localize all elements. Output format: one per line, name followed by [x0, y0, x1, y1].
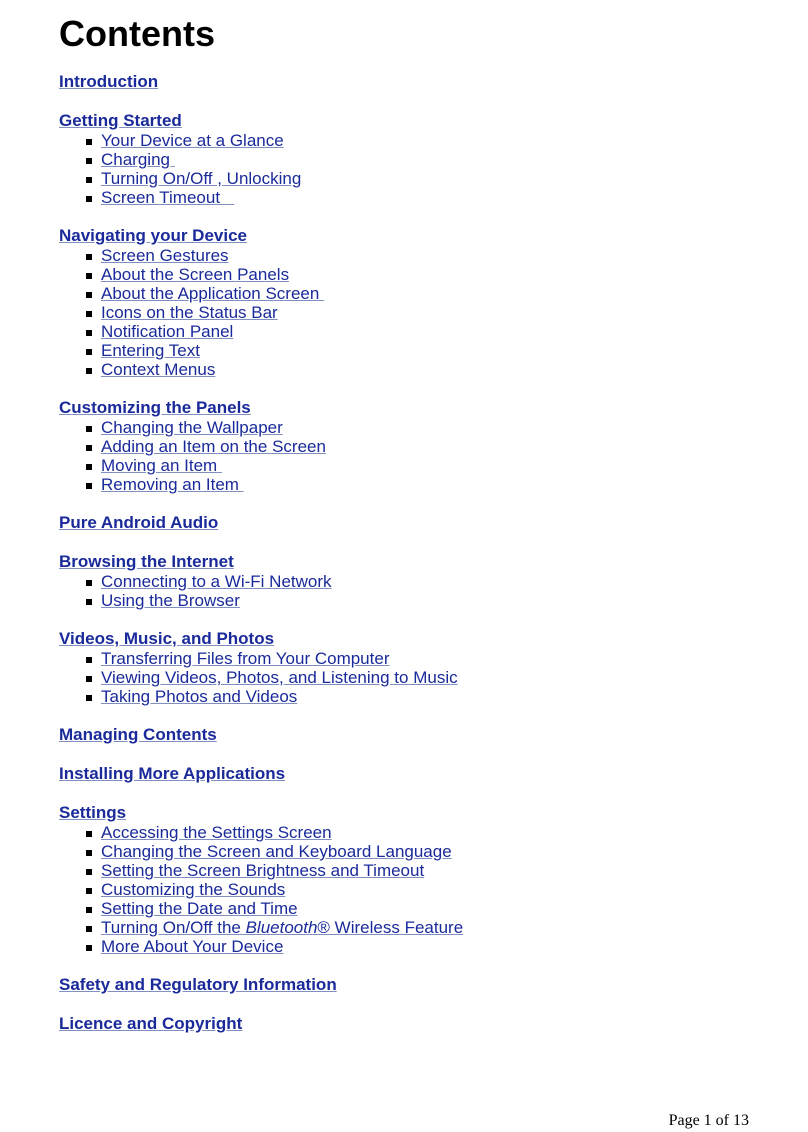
toc-subsection-item	[59, 918, 759, 937]
toc-subsection-item	[59, 188, 759, 207]
toc-subsection-link[interactable]: Connecting to a Wi-Fi Network	[101, 572, 332, 591]
toc-subsection-item	[59, 437, 759, 456]
toc-subsection-item	[59, 880, 759, 899]
square-bullet-icon	[86, 311, 92, 317]
toc-subsection-link[interactable]	[101, 918, 463, 937]
toc-section	[59, 226, 759, 379]
toc-subsection-item	[59, 131, 759, 150]
toc-subsection-item	[59, 303, 759, 322]
toc-section	[59, 629, 759, 706]
toc-subsection-link[interactable]: Taking Photos and Videos	[101, 687, 298, 706]
toc-subsection-link[interactable]: Changing the Wallpaper	[101, 418, 283, 437]
toc-subsection-link[interactable]: Customizing the Sounds	[101, 880, 286, 899]
toc-section	[59, 72, 759, 92]
toc-section-link[interactable]: Managing Contents	[59, 725, 217, 744]
toc-subsection-link[interactable]: Using the Browser	[101, 591, 240, 610]
toc-subsection-link[interactable]: Moving an Item	[101, 456, 222, 475]
toc-subsection-item	[59, 360, 759, 379]
toc-subsection-link[interactable]: Setting the Screen Brightness and Timeout	[101, 861, 425, 880]
toc-section-link[interactable]: Getting Started	[59, 111, 182, 130]
toc-section	[59, 725, 759, 745]
square-bullet-icon	[86, 945, 92, 951]
toc-subsection-link[interactable]: Entering Text	[101, 341, 200, 360]
toc-subsection-list	[59, 131, 759, 207]
page-number: Page 1 of 13	[668, 1112, 749, 1129]
toc-section-link[interactable]: Browsing the Internet	[59, 552, 234, 571]
toc-section	[59, 552, 759, 610]
toc-subsection-link[interactable]: About the Application Screen	[101, 284, 325, 303]
toc-subsection-list	[59, 418, 759, 494]
toc-subsection-link[interactable]: Context Menus	[101, 360, 216, 379]
toc-subsection-link[interactable]: Removing an Item	[101, 475, 244, 494]
toc-subsection-item	[59, 475, 759, 494]
square-bullet-icon	[86, 850, 92, 856]
square-bullet-icon	[86, 676, 92, 682]
square-bullet-icon	[86, 254, 92, 260]
toc-subsection-item	[59, 861, 759, 880]
toc-subsection-item	[59, 899, 759, 918]
link-text-part: ® Wireless Feature	[317, 918, 464, 937]
toc-section	[59, 764, 759, 784]
toc-subsection-link[interactable]: Charging	[101, 150, 175, 169]
toc-subsection-link[interactable]: Icons on the Status Bar	[101, 303, 278, 322]
toc-section-link[interactable]: Navigating your Device	[59, 226, 248, 245]
toc-subsection-item	[59, 284, 759, 303]
toc-subsection-item	[59, 842, 759, 861]
toc-subsection-link[interactable]: Notification Panel	[101, 322, 234, 341]
square-bullet-icon	[86, 907, 92, 913]
square-bullet-icon	[86, 196, 92, 202]
square-bullet-icon	[86, 158, 92, 164]
toc-section	[59, 398, 759, 494]
toc-section-link[interactable]: Customizing the Panels	[59, 398, 251, 417]
toc-subsection-item	[59, 169, 759, 188]
toc-subsection-item	[59, 649, 759, 668]
toc-subsection-link[interactable]: Screen Timeout	[101, 188, 235, 207]
toc-section	[59, 513, 759, 533]
toc-subsection-item	[59, 572, 759, 591]
toc-subsection-link[interactable]: Setting the Date and Time	[101, 899, 298, 918]
square-bullet-icon	[86, 599, 92, 605]
toc-section-link[interactable]: Introduction	[59, 72, 159, 91]
toc-subsection-link[interactable]: Viewing Videos, Photos, and Listening to Music	[101, 668, 458, 687]
toc-subsection-item	[59, 150, 759, 169]
toc-section-link[interactable]: Pure Android Audio	[59, 513, 219, 532]
toc-section-link[interactable]: Settings	[59, 803, 127, 822]
toc-subsection-item	[59, 456, 759, 475]
toc-section-link[interactable]: Installing More Applications	[59, 764, 286, 783]
square-bullet-icon	[86, 292, 92, 298]
toc-subsection-item	[59, 246, 759, 265]
toc-subsection-link[interactable]: Turning On/Off , Unlocking	[101, 169, 302, 188]
toc-section-link[interactable]: Safety and Regulatory Information	[59, 975, 337, 994]
toc-subsection-list	[59, 823, 759, 956]
square-bullet-icon	[86, 831, 92, 837]
toc-subsection-item	[59, 668, 759, 687]
square-bullet-icon	[86, 869, 92, 875]
square-bullet-icon	[86, 580, 92, 586]
square-bullet-icon	[86, 483, 92, 489]
toc-subsection-link[interactable]: Your Device at a Glance	[101, 131, 284, 150]
square-bullet-icon	[86, 695, 92, 701]
square-bullet-icon	[86, 657, 92, 663]
toc-section	[59, 975, 759, 995]
toc-subsection-item	[59, 823, 759, 842]
table-of-contents	[59, 72, 759, 1053]
toc-subsection-item	[59, 591, 759, 610]
toc-subsection-list	[59, 246, 759, 379]
toc-subsection-link[interactable]: More About Your Device	[101, 937, 284, 956]
toc-subsection-item	[59, 937, 759, 956]
toc-subsection-list	[59, 572, 759, 610]
square-bullet-icon	[86, 349, 92, 355]
toc-section	[59, 111, 759, 207]
toc-subsection-link[interactable]: Transferring Files from Your Computer	[101, 649, 390, 668]
link-text-part: Turning On/Off the	[101, 918, 246, 937]
toc-subsection-link[interactable]: Screen Gestures	[101, 246, 229, 265]
toc-section-link[interactable]: Licence and Copyright	[59, 1014, 243, 1033]
toc-subsection-item	[59, 341, 759, 360]
square-bullet-icon	[86, 177, 92, 183]
toc-subsection-link[interactable]: Changing the Screen and Keyboard Language	[101, 842, 452, 861]
toc-subsection-link[interactable]: Accessing the Settings Screen	[101, 823, 332, 842]
square-bullet-icon	[86, 926, 92, 932]
toc-section-link[interactable]: Videos, Music, and Photos	[59, 629, 275, 648]
square-bullet-icon	[86, 445, 92, 451]
page-title: Contents	[59, 13, 215, 54]
toc-section	[59, 803, 759, 956]
square-bullet-icon	[86, 139, 92, 145]
toc-subsection-item	[59, 687, 759, 706]
toc-subsection-item	[59, 265, 759, 284]
square-bullet-icon	[86, 330, 92, 336]
toc-subsection-item	[59, 322, 759, 341]
link-text-italic: Bluetooth	[245, 918, 318, 937]
toc-subsection-list	[59, 649, 759, 706]
square-bullet-icon	[86, 888, 92, 894]
toc-subsection-item	[59, 418, 759, 437]
square-bullet-icon	[86, 464, 92, 470]
square-bullet-icon	[86, 273, 92, 279]
toc-subsection-link[interactable]: Adding an Item on the Screen	[101, 437, 326, 456]
toc-subsection-link[interactable]: About the Screen Panels	[101, 265, 290, 284]
square-bullet-icon	[86, 426, 92, 432]
square-bullet-icon	[86, 368, 92, 374]
toc-section	[59, 1014, 759, 1034]
